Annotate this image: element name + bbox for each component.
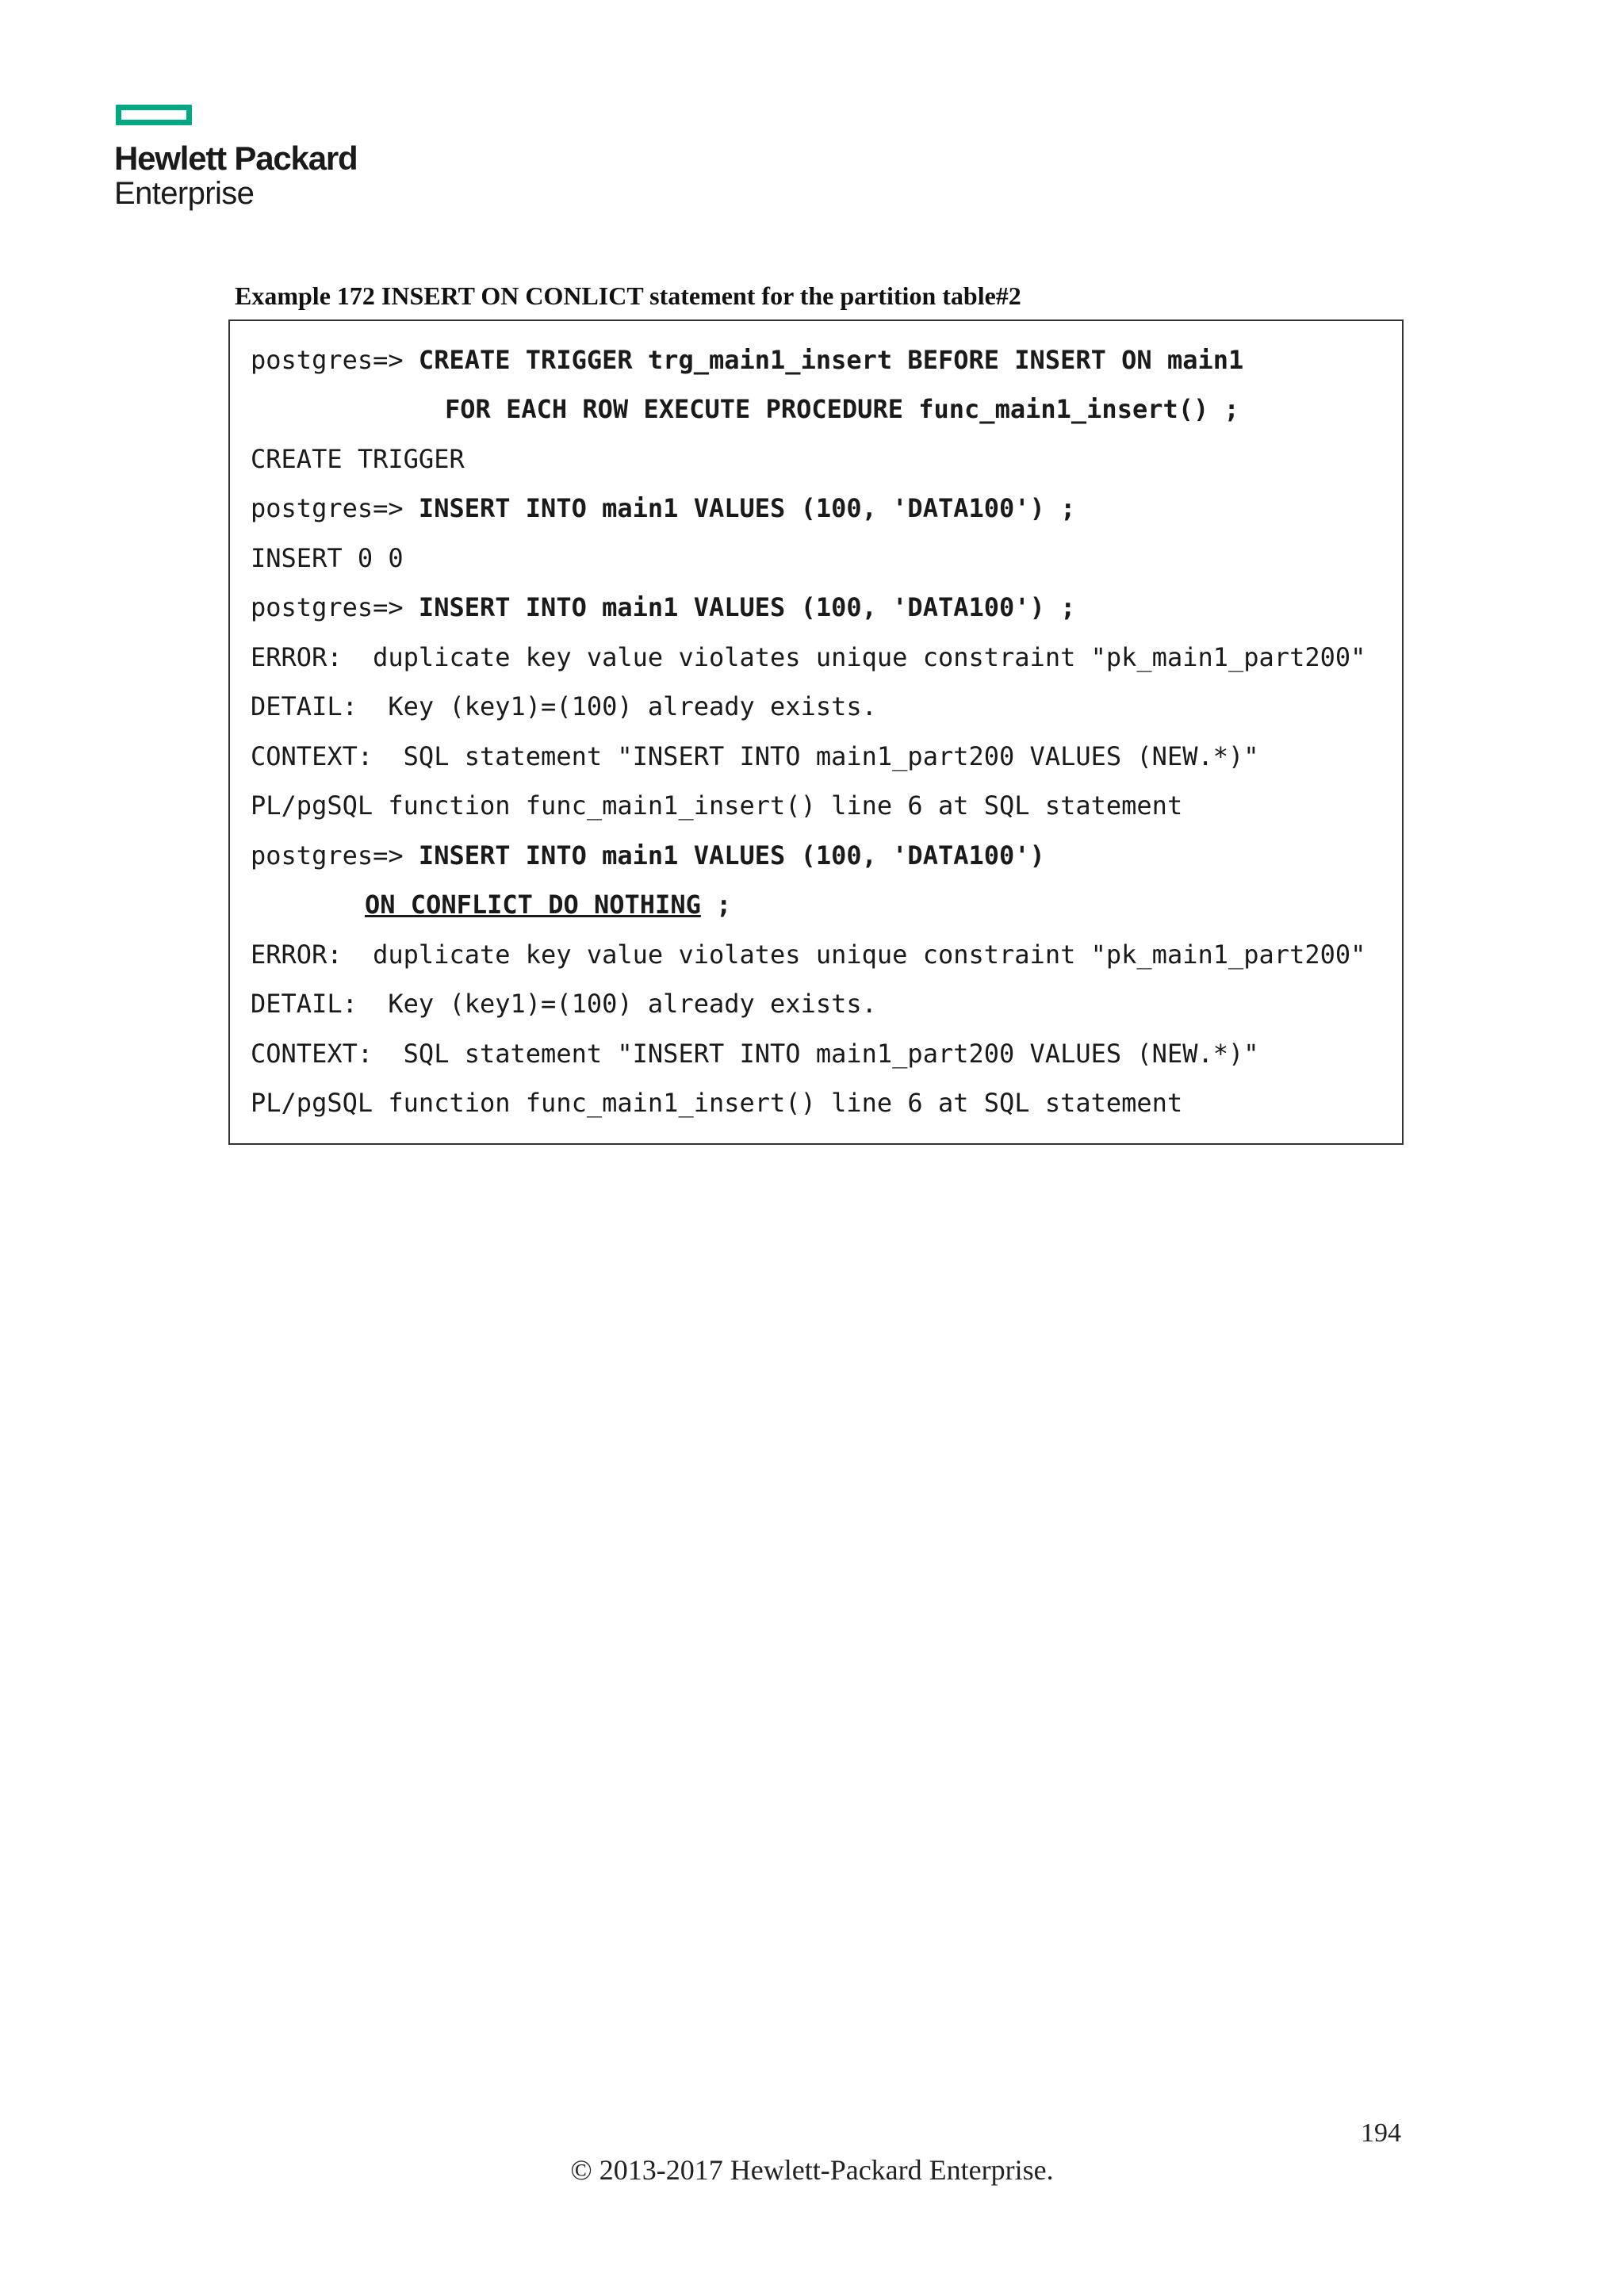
code-line (251, 984, 877, 1024)
code-line (251, 687, 877, 726)
code-line (251, 439, 465, 479)
code-line (445, 389, 1239, 429)
code-line (365, 885, 731, 924)
code-output: ERROR: duplicate key value violates unique constraint "pk_main1_part200" (251, 939, 1366, 970)
logo-text-line1: Hewlett Packard (114, 140, 358, 177)
hpe-element-icon (116, 105, 192, 125)
hpe-logo (116, 105, 370, 216)
code-line (251, 637, 1365, 677)
code-line (251, 935, 1365, 974)
code-output: PL/pgSQL function func_main1_insert() line 6 at SQL statement (251, 1088, 1183, 1118)
code-command: INSERT INTO main1 VALUES (100, 'DATA100') (418, 840, 1045, 871)
code-line (251, 786, 1182, 825)
code-output: DETAIL: Key (key1)=(100) already exists. (251, 989, 877, 1019)
code-prompt: postgres=> (251, 592, 419, 622)
code-output: ERROR: duplicate key value violates unique constraint "pk_main1_part200" (251, 642, 1366, 672)
code-prompt: postgres=> (251, 345, 419, 375)
code-command: INSERT INTO main1 VALUES (100, 'DATA100') ; (418, 592, 1076, 622)
code-prompt: postgres=> (251, 840, 419, 871)
code-command: INSERT INTO main1 VALUES (100, 'DATA100') ; (418, 493, 1076, 523)
code-output: CREATE TRIGGER (251, 444, 465, 474)
code-line (251, 538, 404, 578)
code-output: INSERT 0 0 (251, 543, 404, 573)
code-line (251, 488, 1075, 528)
copyright-footer: © 2013-2017 Hewlett-Packard Enterprise. (570, 2154, 1054, 2186)
code-line (251, 340, 1243, 380)
example-caption: Example 172 INSERT ON CONLICT statement for the partition table#2 (235, 281, 1021, 310)
code-output: DETAIL: Key (key1)=(100) already exists. (251, 691, 877, 721)
code-line (251, 1034, 1259, 1073)
code-line (251, 737, 1259, 776)
code-output: CONTEXT: SQL statement "INSERT INTO main1_part200 VALUES (NEW.*)" (251, 741, 1259, 771)
code-block (228, 320, 1404, 1145)
code-line (251, 836, 1045, 875)
code-command: ; (700, 890, 732, 920)
code-output: PL/pgSQL function func_main1_insert() line 6 at SQL statement (251, 790, 1183, 821)
code-line (251, 587, 1075, 627)
code-output: CONTEXT: SQL statement "INSERT INTO main1_part200 VALUES (NEW.*)" (251, 1039, 1259, 1069)
code-command: CREATE TRIGGER trg_main1_insert BEFORE INSERT ON main1 (418, 345, 1244, 375)
code-prompt: postgres=> (251, 493, 419, 523)
logo-text-line2: Enterprise (114, 176, 255, 211)
code-line (251, 1083, 1182, 1123)
code-underlined-clause: ON CONFLICT DO NOTHING (365, 890, 701, 920)
code-command: FOR EACH ROW EXECUTE PROCEDURE func_main1_insert() ; (445, 394, 1239, 424)
page-number: 194 (1361, 2118, 1401, 2148)
